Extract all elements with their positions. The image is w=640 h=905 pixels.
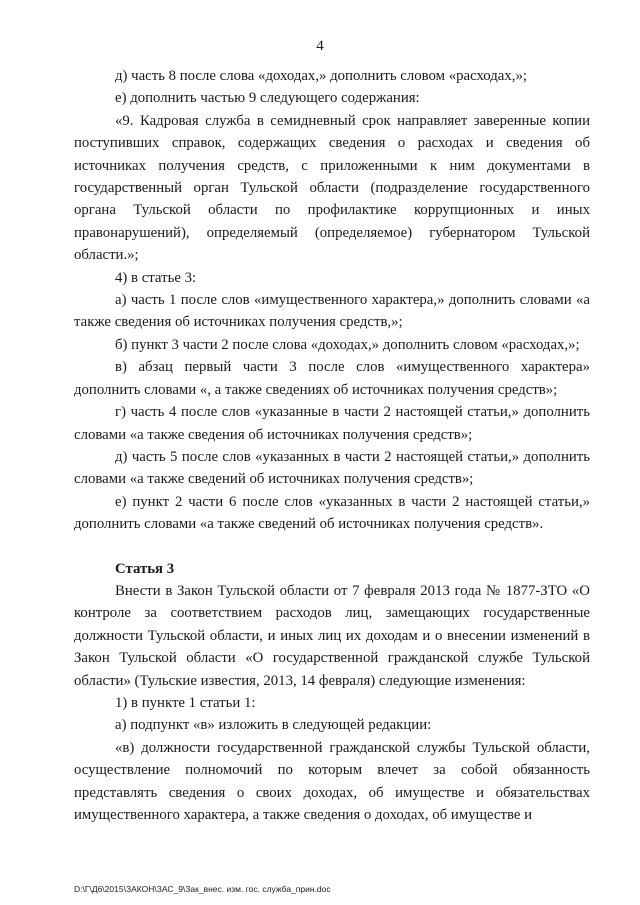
page-number: 4 (316, 38, 324, 54)
paragraph: г) часть 4 после слов «указанные в части 2 настоящей статьи,» дополнить словами «а также сведения об источниках получения средств»; (74, 404, 590, 443)
paragraph: Внести в Закон Тульской области от 7 февраля 2013 года № 1877-ЗТО «О контроле за соответствием расходов лиц, замещающих государственные должности Тульской области, и иных лиц их доходам и о внесении изменений в Закон Тульской области «О государственной гражданской службе Тульской области» (Тульские известия, 2013, 14 февраля) следующие изменения: (74, 582, 590, 689)
paragraph: «в) должности государственной гражданской службы Тульской области, осуществление полномочий по которым влечет за собой обязанность представлять сведения о своих доходах, об имуществе и обязательствах имущественного характера, а также сведения о доходах, об имуществе и (74, 739, 590, 823)
paragraph: д) часть 8 после слова «доходах,» дополнить словом «расходах,»; (115, 68, 527, 84)
paragraph: 1) в пункте 1 статьи 1: (115, 694, 256, 711)
document-body (74, 65, 590, 826)
paragraph: е) дополнить частью 9 следующего содержания: (115, 90, 420, 107)
file-path-footer: D:\Г\Д6\2015\ЗАКОН\ЗАС_9\Зак_внес. изм. гос. служба_прин.doc (74, 884, 331, 894)
paragraph: д) часть 5 после слов «указанных в части 2 настоящей статьи,» дополнить словами «а также сведений об источниках получения средств»; (74, 448, 590, 488)
paragraph: «9. Кадровая служба в семидневный срок направляет заверенные копии поступивших справок, содержащих сведения о расходах и сведения об источниках получения средств, с приложенными к ним документами в государственный орган Тульской области (подразделение государственного органа Тульской области по профилактике коррупционных и иных правонарушений), определяемый (определяемое) губернатором Тульской области.»; (74, 112, 590, 264)
paragraph: в) абзац первый части 3 после слов «имущественного характера» дополнить словами «, а также сведениях об источниках получения средств»; (74, 359, 590, 398)
paragraph: е) пункт 2 части 6 после слов «указанных в части 2 настоящей статьи,» дополнить словами «а также сведений об источниках получения средств». (74, 493, 590, 533)
paragraph: а) подпункт «в» изложить в следующей редакции: (115, 717, 432, 734)
paragraph: б) пункт 3 части 2 после слова «доходах,» дополнить словом «расходах,»; (115, 336, 580, 353)
paragraph: 4) в статье 3: (115, 269, 197, 286)
article-heading: Статья 3 (115, 560, 175, 577)
paragraph: а) часть 1 после слов «имущественного характера,» дополнить словами «а также сведения об источниках получения средств,»; (74, 292, 590, 331)
